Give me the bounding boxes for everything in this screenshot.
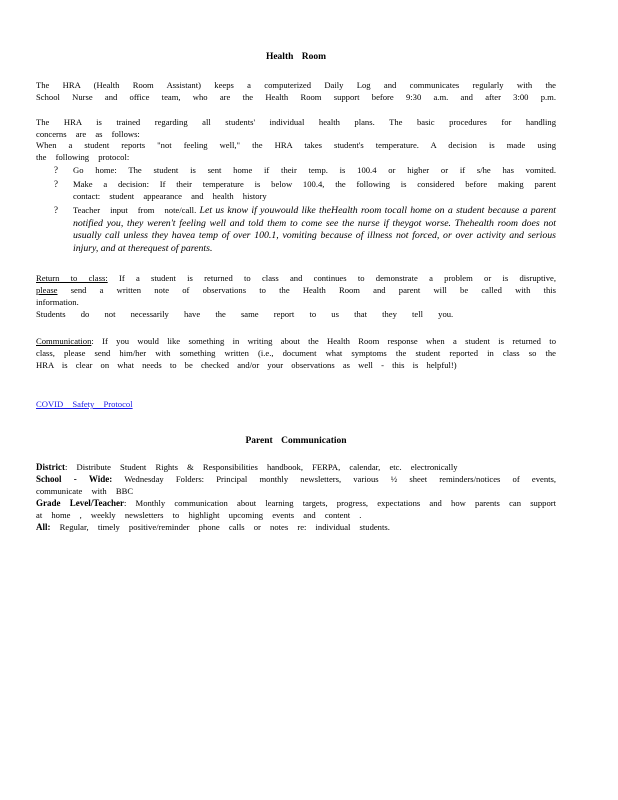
communication-item <box>36 497 556 521</box>
return-line: Students do not necessarily have the same report to us that they tell you. <box>36 309 454 319</box>
item-text: : Monthly communication about learning targets, progress, expectations and how parents can support at home , weekly newsletters to highlight upcoming events and content . <box>36 498 556 520</box>
intro-paragraph <box>36 79 556 103</box>
communication-label: Communication <box>36 336 92 346</box>
intro-line: School Nurse and office team, who are the Health Room support before 9:30 a.m. and after 3:00 p.m. <box>36 92 556 102</box>
list-item-text: Make a decision: If their temperature is below 100.4, the following is considered before making parent contact: student appearance and health history <box>73 179 556 201</box>
communication-item <box>36 473 556 497</box>
parent-communication-list <box>36 461 556 533</box>
intro-line: The HRA (Health Room Assistant) keeps a computerized Daily Log and communicates regularly with the <box>36 80 556 90</box>
bullet-icon: ? <box>54 205 58 215</box>
return-text: send a written note of observations to the Health Room and parent will be called with this <box>70 285 556 295</box>
communication-text: : If you would like something in writing about the Health Room response when a student is returned to class, please send him/her with something written (i.e., document what symptoms the student reported in class so the HRA is clear on what needs to be checked and/or your observations as well - this is helpful!) <box>36 336 556 370</box>
procedures-line: When a student reports "not feeling well," the HRA takes student's temperature. A decision is made using <box>36 140 556 150</box>
list-item-text <box>73 204 556 255</box>
please-label: please <box>36 285 58 295</box>
covid-link-row <box>36 398 556 410</box>
bullet-icon: ? <box>54 179 58 189</box>
return-line: information. <box>36 297 79 307</box>
return-line <box>36 272 556 284</box>
procedures-line: The HRA is trained regarding all students' individual health plans. The basic procedures for handling <box>36 117 556 127</box>
page-title: Health Room <box>265 52 327 62</box>
item-text: : Distribute Student Rights & Responsibilities handbook, FERPA, calendar, etc. electronically <box>65 462 458 472</box>
teacher-input-text: Teacher input from note/call. <box>73 205 197 215</box>
return-to-class-paragraph <box>36 272 556 320</box>
item-label: All: <box>36 522 51 532</box>
protocol-list <box>36 164 556 255</box>
communication-item <box>36 461 556 473</box>
covid-safety-protocol-link[interactable]: COVID Safety Protocol <box>36 399 133 409</box>
return-text: If a student is returned to class and continues to demonstrate a problem or is disruptive, <box>118 273 556 283</box>
return-line <box>36 284 556 296</box>
list-item-text: Go home: The student is sent home if their temp. is 100.4 or higher or if s/he has vomited. <box>73 165 556 175</box>
list-item <box>36 204 556 255</box>
communication-paragraph <box>36 335 556 371</box>
communication-item <box>36 521 556 533</box>
item-label: Grade Level/Teacher <box>36 498 124 508</box>
procedures-line: the following protocol: <box>36 152 130 162</box>
item-text: Wednesday Folders: Principal monthly newsletters, various ½ sheet reminders/notices of events, communicate with BBC <box>36 474 556 496</box>
teacher-input-note: Let us know if youwould like theHealth room tocall home on a student because a parent notified you, they weren't feeling well and told them to come see the nurse if theygot worse. Thehealth room does not usually call unless they havea temp of over 100.1, vomiting because of illness not forced, or over activity and serious injury, and at therequest of parents. <box>73 205 556 254</box>
procedures-line: concerns are as follows: <box>36 129 140 139</box>
procedures-paragraph <box>36 116 556 163</box>
item-label: School - Wide: <box>36 474 113 484</box>
item-label: District <box>36 462 65 472</box>
parent-communication-title: Parent Communication <box>245 436 347 446</box>
return-to-class-label: Return to class: <box>36 273 108 283</box>
list-item <box>36 178 556 202</box>
bullet-icon: ? <box>54 165 58 175</box>
item-text: Regular, timely positive/reminder phone calls or notes re: individual students. <box>59 522 390 532</box>
list-item <box>36 164 556 176</box>
